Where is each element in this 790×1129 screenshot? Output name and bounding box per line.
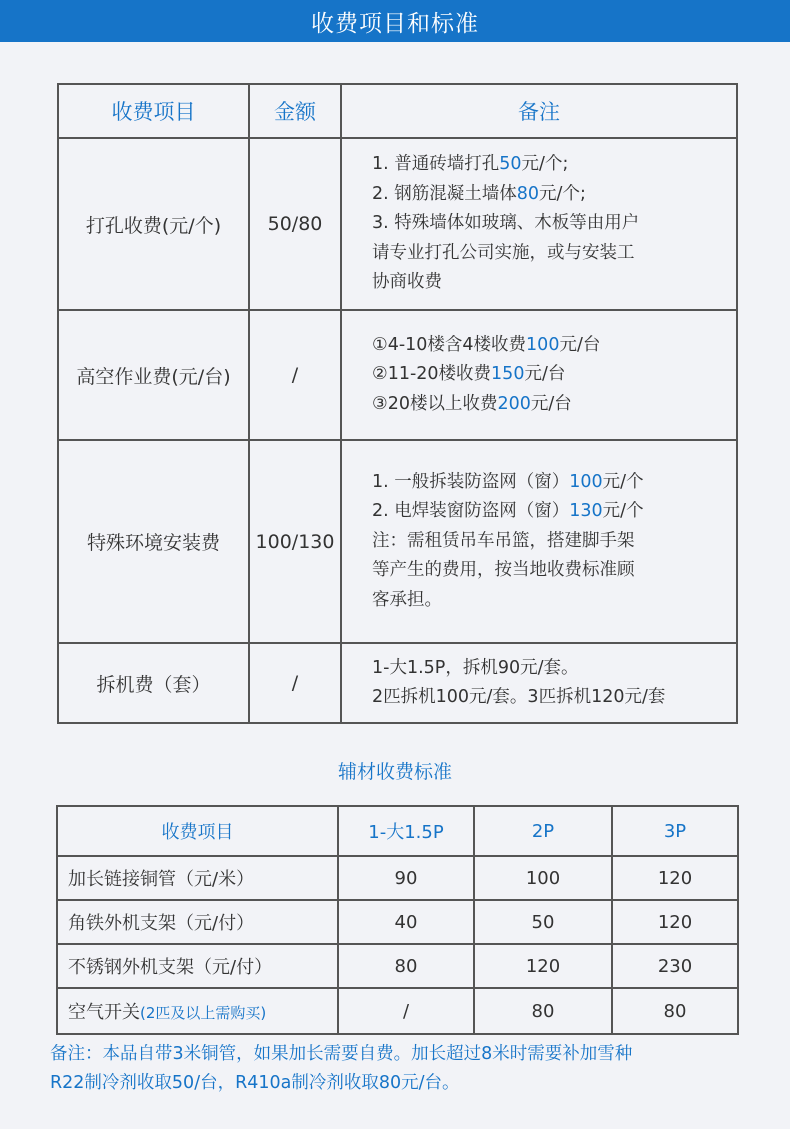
note-text: 元/个; [539, 183, 586, 204]
table-row [58, 440, 737, 643]
row-item: 拆机费（套） [58, 643, 249, 723]
note-amount: 130 [569, 501, 603, 522]
note-text: 元/个 [602, 501, 644, 522]
row-notes [341, 643, 737, 723]
aux-table-title: 辅材收费标准 [337, 761, 452, 783]
note-line [372, 586, 724, 616]
note-text: 客承担。 [372, 589, 442, 610]
note-text: 元/个 [602, 471, 644, 492]
note-line [372, 331, 724, 361]
note-text: 2匹拆机100元/套。3匹拆机120元/套 [372, 687, 666, 707]
aux-header-col3: 3P [612, 806, 738, 856]
footnote-line: R22制冷剂收取50/台，R410a制冷剂收取80元/台。 [50, 1073, 460, 1093]
note-text: 注：需租赁吊车吊篮，搭建脚手架 [372, 530, 635, 551]
row-amount: / [249, 310, 341, 440]
note-text: 3. 特殊墙体如玻璃、木板等由用户 [372, 213, 640, 234]
row-item: 特殊环境安装费 [58, 440, 249, 643]
note-text: ②11-20楼收费 [372, 364, 492, 385]
note-text: ③20楼以上收费 [372, 393, 498, 414]
table-row [57, 944, 738, 988]
aux-row-item: 角铁外机支架（元/付） [57, 900, 338, 944]
row-notes [341, 138, 737, 310]
header-notes: 备注 [341, 84, 737, 138]
row-amount: 100/130 [249, 440, 341, 643]
note-line [372, 683, 724, 713]
fee-table-header [58, 84, 737, 138]
note-text: 元/台 [530, 393, 572, 414]
note-text: 元/台 [524, 364, 566, 385]
aux-cell: 80 [474, 988, 612, 1034]
note-text: 协商收费 [372, 272, 442, 293]
note-line [372, 527, 724, 557]
header-item: 收费项目 [58, 84, 249, 138]
row-item: 高空作业费(元/台) [58, 310, 249, 440]
aux-row-item [57, 988, 338, 1034]
aux-header-col2: 2P [474, 806, 612, 856]
aux-table-header [57, 806, 738, 856]
note-line [372, 654, 724, 684]
note-text: 请专业打孔公司实施，或与安装工 [372, 242, 635, 263]
note-line [372, 360, 724, 390]
note-amount: 80 [516, 183, 540, 204]
note-line [372, 268, 724, 298]
aux-row-item: 不锈钢外机支架（元/付） [57, 944, 338, 988]
row-item: 打孔收费(元/个) [58, 138, 249, 310]
note-line [372, 180, 724, 210]
aux-cell: 80 [338, 944, 474, 988]
note-line [372, 497, 724, 527]
aux-cell: 50 [474, 900, 612, 944]
row-amount: / [249, 643, 341, 723]
note-text: 元/个; [521, 154, 569, 175]
aux-row-item-note: (2匹及以上需购买) [140, 1004, 267, 1022]
aux-row-item-label: 空气开关 [68, 1002, 140, 1023]
row-notes [341, 310, 737, 440]
note-text: ①4-10楼含4楼收费 [372, 334, 527, 355]
aux-cell: 120 [474, 944, 612, 988]
note-text: 1-大1.5P，拆机90元/套。 [372, 657, 579, 678]
note-text: 等产生的费用，按当地收费标准顾 [372, 560, 635, 581]
table-row [58, 643, 737, 723]
table-row [58, 310, 737, 440]
aux-cell: 90 [338, 856, 474, 900]
aux-header-item: 收费项目 [57, 806, 338, 856]
aux-row-item: 加长链接铜管（元/米） [57, 856, 338, 900]
note-amount: 100 [569, 471, 603, 492]
aux-fee-table [56, 805, 739, 1035]
note-amount: 50 [499, 154, 522, 175]
header-amount: 金额 [249, 84, 341, 138]
aux-header-col1: 1-大1.5P [338, 806, 474, 856]
footnote-line: 备注：本品自带3米铜管，如果加长需要自费。加长超过8米时需要补加雪种 [50, 1044, 633, 1064]
aux-cell: 40 [338, 900, 474, 944]
note-line [372, 390, 724, 420]
aux-cell: / [338, 988, 474, 1034]
note-amount: 200 [497, 393, 531, 414]
row-amount: 50/80 [249, 138, 341, 310]
table-row [57, 856, 738, 900]
note-line [372, 239, 724, 269]
row-notes [341, 440, 737, 643]
fee-table [57, 83, 738, 724]
note-text: 元/台 [559, 334, 601, 355]
note-text: 1. 普通砖墙打孔 [372, 154, 500, 175]
note-line [372, 209, 724, 239]
note-line [372, 150, 724, 180]
note-line [372, 556, 724, 586]
note-text: 2. 电焊装窗防盗网（窗） [372, 501, 570, 522]
aux-cell: 120 [612, 900, 738, 944]
note-amount: 100 [526, 334, 560, 355]
table-row [57, 988, 738, 1034]
aux-cell: 80 [612, 988, 738, 1034]
note-line [372, 468, 724, 498]
note-amount: 150 [491, 364, 525, 385]
note-text: 1. 一般拆装防盗网（窗） [372, 471, 570, 492]
aux-cell: 120 [612, 856, 738, 900]
note-text: 2. 钢筋混凝土墙体 [372, 183, 517, 204]
aux-cell: 230 [612, 944, 738, 988]
table-row [57, 900, 738, 944]
aux-cell: 100 [474, 856, 612, 900]
page-title: 收费项目和标准 [0, 0, 790, 42]
footnote [50, 1040, 770, 1098]
table-row [58, 138, 737, 310]
